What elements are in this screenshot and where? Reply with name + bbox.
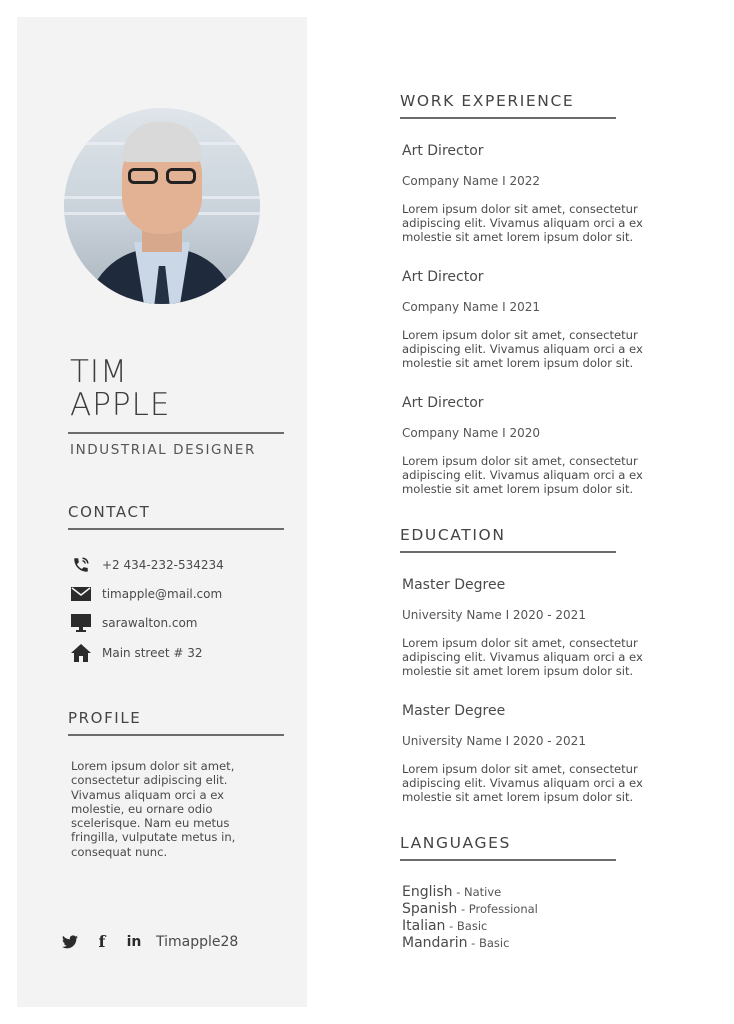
name-divider <box>68 432 284 434</box>
language-item <box>402 918 538 935</box>
language-level: - Native <box>452 885 502 899</box>
education-description: Lorem ipsum dolor sit amet, consectetur adipiscing elit. Vivamus aliquam orci a ex molestie sit amet lorem ipsum dolor sit. <box>402 636 643 679</box>
work-heading: WORK EXPERIENCE <box>400 92 575 110</box>
contact-address[interactable] <box>71 643 203 663</box>
education-school: University Name I 2020 - 2021 <box>402 608 586 622</box>
language-name: Spanish <box>402 901 458 917</box>
education-item <box>402 703 652 805</box>
education-heading: EDUCATION <box>400 526 506 544</box>
language-item <box>402 935 538 952</box>
languages-list <box>402 884 538 952</box>
work-description: Lorem ipsum dolor sit amet, consectetur adipiscing elit. Vivamus aliquam orci a ex molestie sit amet lorem ipsum dolor sit. <box>402 202 643 245</box>
work-description: Lorem ipsum dolor sit amet, consectetur adipiscing elit. Vivamus aliquam orci a ex molestie sit amet lorem ipsum dolor sit. <box>402 454 643 497</box>
work-description: Lorem ipsum dolor sit amet, consectetur adipiscing elit. Vivamus aliquam orci a ex molestie sit amet lorem ipsum dolor sit. <box>402 328 643 371</box>
contact-divider <box>68 528 284 530</box>
work-divider <box>400 117 616 119</box>
facebook-icon[interactable]: f <box>98 932 106 951</box>
work-item <box>402 269 652 371</box>
language-level: - Basic <box>467 936 510 950</box>
profile-text: Lorem ipsum dolor sit amet, consectetur adipiscing elit. Vivamus aliquam orci a ex molestie, eu ornare odio scelerisque. Nam eu metus fringilla, vulputate metus in, consequat nunc. <box>71 759 236 859</box>
monitor-icon <box>71 614 91 632</box>
phone-icon <box>71 556 91 574</box>
language-item <box>402 901 538 918</box>
work-title: Art Director <box>402 269 484 285</box>
education-school: University Name I 2020 - 2021 <box>402 734 586 748</box>
languages-divider <box>400 859 616 861</box>
contact-website-text: sarawalton.com <box>102 616 198 630</box>
contact-phone-text: +2 434-232-534234 <box>102 558 224 572</box>
work-company: Company Name I 2022 <box>402 174 541 188</box>
languages-heading: LANGUAGES <box>400 834 511 852</box>
work-company: Company Name I 2020 <box>402 426 541 440</box>
language-name: English <box>402 884 453 900</box>
twitter-icon[interactable] <box>62 935 78 949</box>
person-name <box>70 356 170 422</box>
language-item <box>402 884 538 901</box>
education-item <box>402 577 652 679</box>
contact-phone[interactable] <box>71 555 224 575</box>
profile-heading: PROFILE <box>68 709 142 727</box>
last-name: APPLE <box>70 387 171 423</box>
contact-email-text: timapple@mail.com <box>102 587 223 601</box>
language-name: Italian <box>402 918 446 934</box>
language-name: Mandarin <box>402 935 468 951</box>
work-item <box>402 395 652 497</box>
linkedin-icon[interactable]: in <box>126 933 142 950</box>
social-handle: Timapple28 <box>156 933 239 950</box>
contact-heading: CONTACT <box>68 503 151 521</box>
profile-divider <box>68 734 284 736</box>
education-description: Lorem ipsum dolor sit amet, consectetur adipiscing elit. Vivamus aliquam orci a ex molestie sit amet lorem ipsum dolor sit. <box>402 762 643 805</box>
contact-website[interactable] <box>71 613 198 633</box>
language-level: - Basic <box>445 919 488 933</box>
contact-email[interactable] <box>71 584 222 604</box>
education-divider <box>400 551 616 553</box>
work-company: Company Name I 2021 <box>402 300 541 314</box>
first-name: TIM <box>70 354 128 390</box>
education-title: Master Degree <box>402 703 506 719</box>
contact-address-text: Main street # 32 <box>102 646 203 660</box>
language-level: - Professional <box>457 902 538 916</box>
work-item <box>402 143 652 245</box>
profile-photo <box>64 108 260 304</box>
job-title: INDUSTRIAL DESIGNER <box>70 442 256 458</box>
mail-icon <box>71 585 91 603</box>
social-links <box>62 932 238 951</box>
work-title: Art Director <box>402 143 484 159</box>
work-title: Art Director <box>402 395 484 411</box>
home-icon <box>71 644 91 662</box>
education-title: Master Degree <box>402 577 506 593</box>
